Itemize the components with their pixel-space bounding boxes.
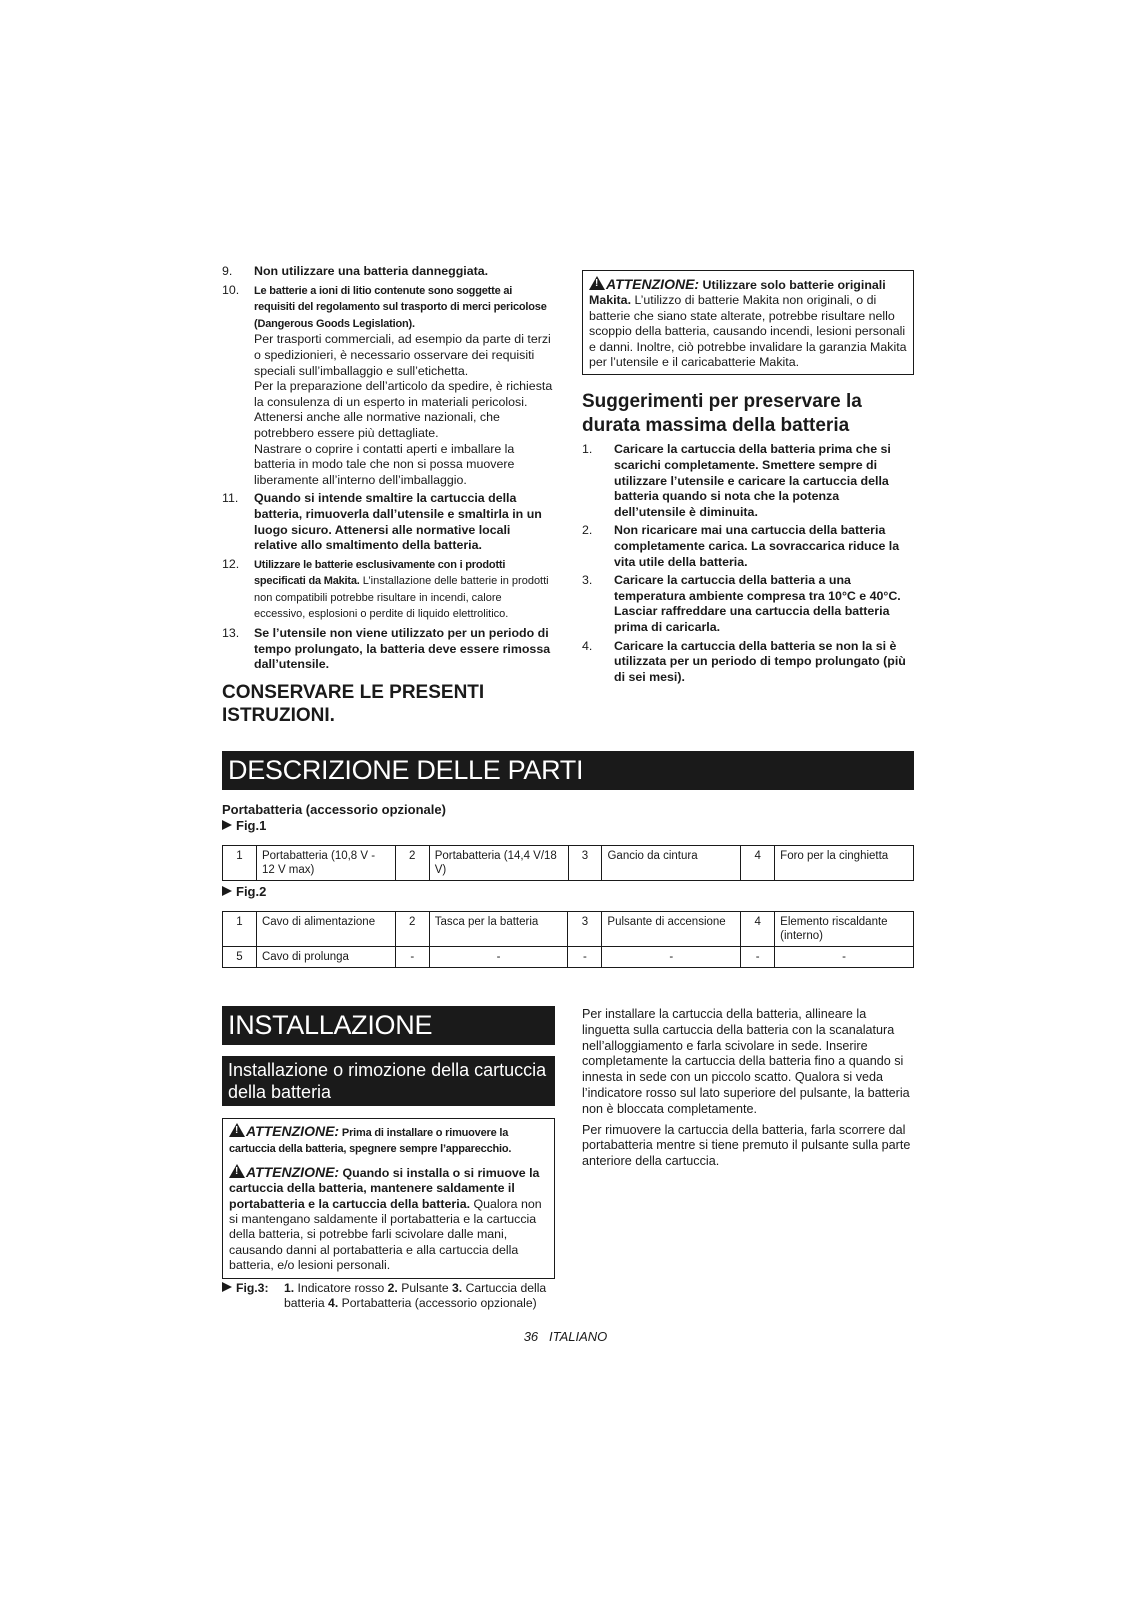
part-name: - [602,947,741,968]
part-name: Portabatteria (14,4 V/18 V) [429,846,568,881]
item-number: 11. [222,491,239,506]
warning-text: Prima di installare o rimuovere la cartuccia della batteria, spegnere sempre l’apparecchio. [229,1127,512,1156]
warning-box [582,270,914,375]
fig3-item-number: 2. [387,1281,398,1295]
part-number: - [568,947,602,968]
part-number: 4 [741,846,775,881]
list-item [222,626,554,673]
item-text: Per trasporti commerciali, ad esempio da parte di terzi o spedizionieri, è necessario osservare dei requisiti speciali sull’imballaggio e sull’etichetta. [254,332,551,378]
arrow-icon [222,886,232,896]
tips-heading: Suggerimenti per preservare la durata massima della batteria [582,391,862,437]
item-number: 9. [222,264,233,278]
fig3-item-text: Cartuccia della batteria [284,1281,547,1311]
warning-icon [229,1164,245,1178]
fig3-item-text: Pulsante [397,1281,453,1295]
install-warning-2 [229,1164,548,1274]
arrow-icon [222,820,232,830]
part-name: Portabatteria (10,8 V - 12 V max) [256,846,395,881]
battery-holder-label: Portabatteria (accessorio opzionale) [222,802,446,817]
left-column [222,264,554,727]
fig2-parts-table [222,911,914,968]
fig3-items [222,1281,562,1312]
fig3-ref [222,1281,269,1296]
warning-bold: Utilizzare solo batterie originali Makita. [589,278,886,308]
warning-icon [589,276,605,290]
part-name: - [775,947,914,968]
item-text: Utilizzare le batterie esclusivamente con i prodotti specificati da Makita. [254,558,506,588]
item-number: 12. [222,556,240,571]
part-name: Foro per la cinghietta [775,846,914,881]
list-item [222,491,554,553]
item-text: Quando si intende smaltire la cartuccia della batteria, rimuoverla dall’utensile e smaltirla in un luogo sicuro. Attenersi alle normative locali relative allo smaltimento della batteria. [254,491,542,553]
conservare-heading: CONSERVARE LE PRESENTI ISTRUZIONI. [222,681,485,726]
item-number: 3. [582,573,593,588]
fig3-item-text: Portabatteria (accessorio opzionale) [338,1296,537,1311]
warning-icon [229,1123,245,1137]
fig3-item-number: 3. [452,1281,463,1295]
install-warnings [222,1118,555,1279]
fig1-label: Fig.1 [236,818,267,833]
fig1-ref [222,818,266,834]
list-item [222,557,554,623]
warning-label: ATTENZIONE: [606,276,700,292]
part-name: Pulsante di accensione [602,912,741,947]
part-name: - [429,947,568,968]
page-number: 36 [523,1329,539,1344]
item-number: 13. [222,626,240,641]
list-item [222,264,554,280]
warning-label: ATTENZIONE: [246,1163,340,1180]
arrow-icon [222,1282,232,1292]
part-number: 2 [395,912,429,947]
item-number: 4. [582,638,593,653]
part-number: 2 [395,846,429,881]
part-number: 4 [741,912,775,947]
warning-bold: Quando si installa o si rimuove la cartuccia della batteria, mantenere saldamente il portabatteria e la cartuccia della batteria. [229,1165,540,1211]
tip-item [582,639,914,686]
tip-item [582,573,914,635]
tips-list [582,442,914,685]
right-column [582,270,914,688]
fig3-caption [222,1281,562,1312]
item-text: Caricare la cartuccia della batteria prima che si scarichi completamente. Smettere sempre di utilizzare l’utensile e caricare la cartuccia della batteria quando si nota che la potenza dell’utensile è diminuita. [614,442,891,519]
part-name: Tasca per la batteria [429,912,568,947]
part-number: - [741,947,775,968]
page-footer [0,1329,1131,1344]
warning-label: ATTENZIONE: [246,1123,340,1139]
table-row [223,947,914,968]
part-number: 5 [223,947,257,968]
install-text [582,1007,914,1175]
part-name: Cavo di prolunga [256,947,395,968]
item-text: Caricare la cartuccia della batteria se non la si è utilizzata per un periodo di tempo prolungato (più di sei mesi). [614,638,906,684]
item-text: L’installazione delle batterie in prodotti non compatibili potrebbe risultare in incendi, calore eccessivo, esplosioni o perdite di liquido elettrolitico. [254,575,549,621]
part-number: 1 [223,846,257,881]
install-paragraph-2: Per rimuovere la cartuccia della batteria, farla scorrere dal portabatteria mentre si tiene premuto il pulsante sulla parte anteriore della cartuccia. [582,1122,911,1169]
table-row [223,846,914,881]
warning-text: L’utilizzo di batterie Makita non originali, o di batterie che siano state alterate, potrebbe risultare nello scoppio della batteria, causando incendi, lesioni personali e danni. Inoltre, ciò potrebbe invalidare la garanzia Makita per l’utensile e il caricabatterie Makita. [589,293,907,370]
safety-list [222,264,554,673]
install-warning-1 [229,1123,548,1158]
part-name: Cavo di alimentazione [256,912,395,947]
list-item [222,283,554,489]
item-text: Caricare la cartuccia della batteria a una temperatura ambiente compresa tra 10°C e 40°C. Lasciar raffreddare una cartuccia della batteria prima di caricarla. [614,573,901,634]
fig3-item-number: 1. [284,1281,295,1295]
part-name: Elemento riscaldante (interno) [775,912,914,947]
fig3-label: Fig.3: [236,1281,269,1295]
part-number: 1 [223,912,257,947]
tip-item [582,442,914,520]
part-number: 3 [568,846,602,881]
item-text: Nastrare o coprire i contatti aperti e imballare la batteria in modo tale che non si possa muovere liberamente all’interno dell’imballaggio. [254,441,515,487]
item-text: Non ricaricare mai una cartuccia della batteria completamente carica. La sovraccarica riduce la vita utile della batteria. [614,523,900,569]
fig3-item-text: Indicatore rosso [294,1281,388,1295]
item-number: 2. [582,523,593,538]
fig1-parts-table [222,845,914,881]
section-parts-heading: DESCRIZIONE DELLE PARTI [222,751,914,790]
section-install-heading: INSTALLAZIONE [222,1006,555,1045]
part-number: - [395,947,429,968]
item-number: 10. [222,282,240,297]
part-number: 3 [568,912,602,947]
warning-text: Qualora non si mantengano saldamente il portabatteria e la cartuccia della batteria, si potrebbe farli scivolare dalle mani, causando danni al portabatteria e alla cartuccia della batteria, e/o lesioni personali. [229,1196,542,1273]
table-row [223,912,914,947]
tip-item [582,523,914,570]
fig3-item-number: 4. [328,1296,339,1311]
item-text: Le batterie a ioni di litio contenute sono soggette ai requisiti del regolamento sul trasporto di merci pericolose (Dangerous Goods Legislation). [254,284,547,330]
install-paragraph-1: Per installare la cartuccia della batteria, allineare la linguetta sulla cartuccia della batteria con la scanalatura nell’alloggiamento e farla scivolare in sede. Inserire completamente la cartuccia della batteria fino a quando si innesta in sede con un piccolo scatto. Qualora si veda l’indicatore rosso sul lato superiore del pulsante, la batteria non è bloccata completamente. [582,1007,910,1116]
part-name: Gancio da cintura [602,846,741,881]
install-warning-box [222,1118,555,1279]
item-text: Per la preparazione dell’articolo da spedire, è richiesta la consulenza di un esperto in materiali pericolosi. Attenersi anche alle normative nazionali, che potrebbero essere più dettagliate. [254,379,553,440]
page-language: ITALIANO [549,1329,608,1344]
item-number: 1. [582,442,593,457]
install-subheading: Installazione o rimozione della cartuccia della batteria [222,1056,555,1106]
item-text: Non utilizzare una batteria danneggiata. [254,264,489,278]
item-text: Se l’utensile non viene utilizzato per un periodo di tempo prolungato, la batteria deve essere rimossa dall’utensile. [254,626,551,672]
fig2-label: Fig.2 [236,884,267,899]
fig2-ref [222,884,266,900]
